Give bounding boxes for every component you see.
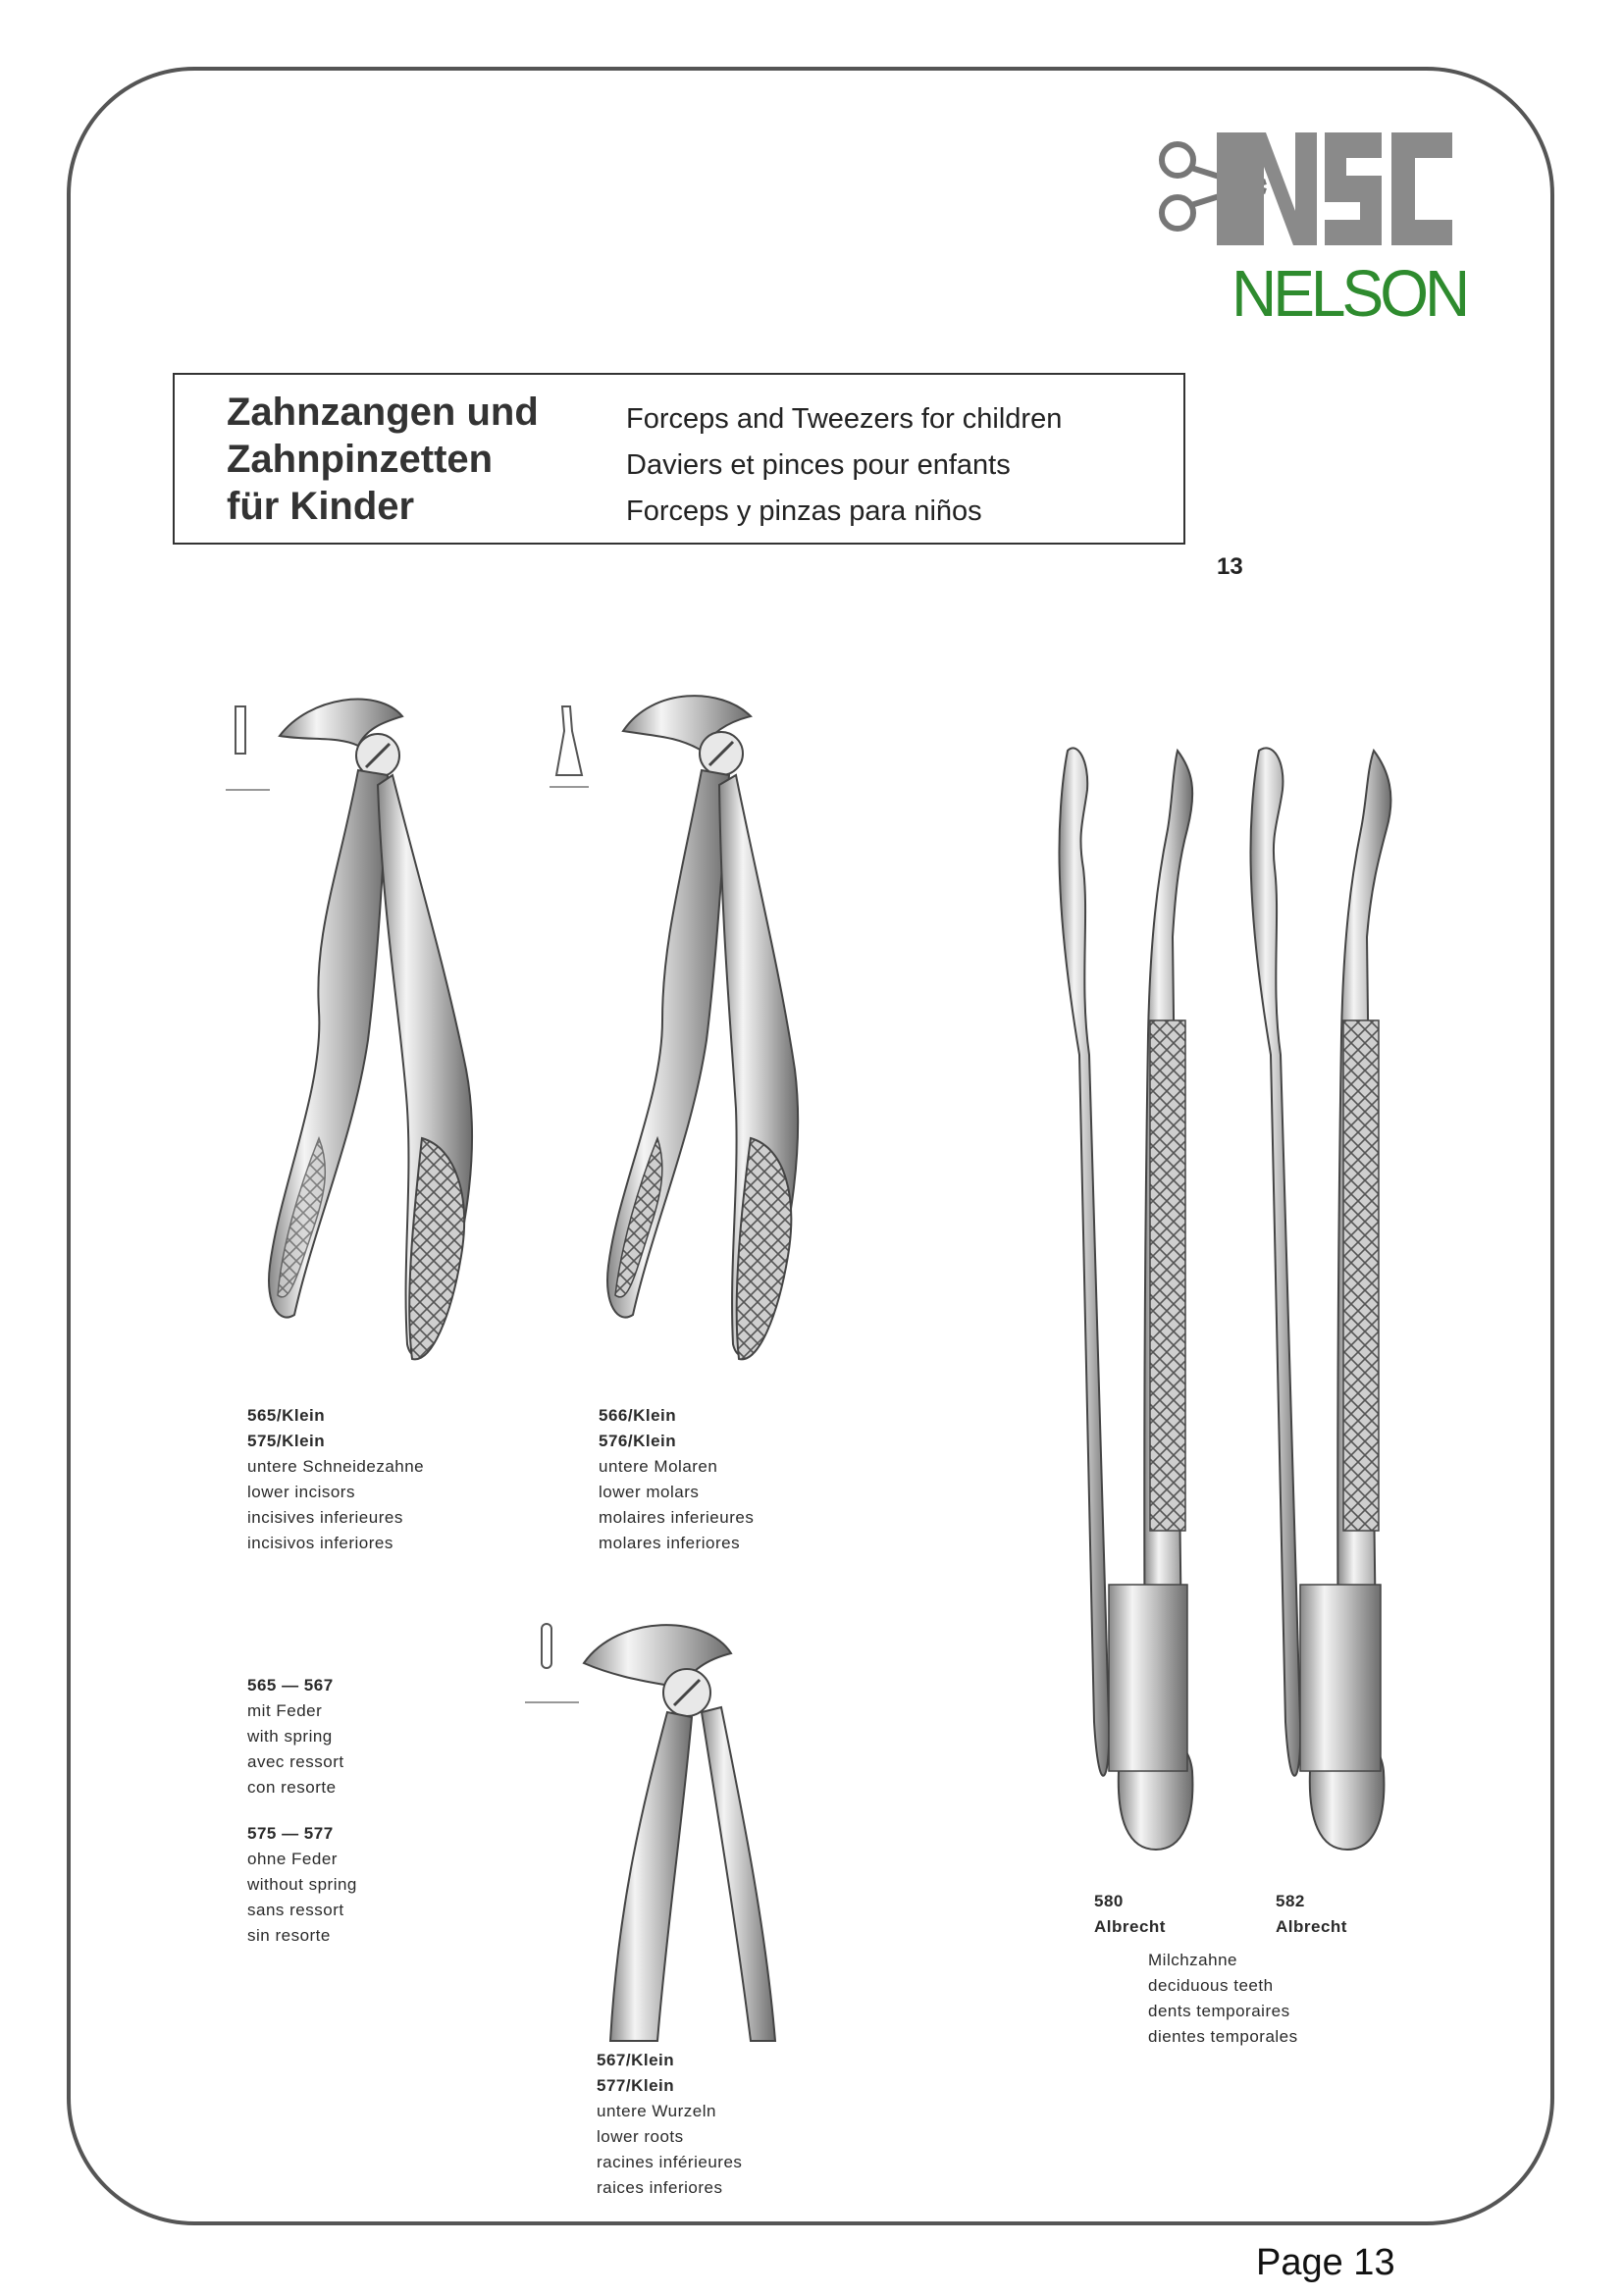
nsc-letters: [1217, 132, 1452, 245]
title-english: Forceps and Tweezers for children: [626, 403, 1063, 435]
caption-line: molaires inferieures: [599, 1508, 755, 1527]
item-code: 576/Klein: [599, 1432, 677, 1450]
item-name: Albrecht: [1276, 1917, 1347, 1936]
caption-line: without spring: [247, 1875, 357, 1894]
title-french: Daviers et pinces pour enfants: [626, 449, 1011, 481]
item-code: 575 — 577: [247, 1824, 334, 1843]
title-german: [227, 389, 590, 530]
tweezer-580-image: [1050, 741, 1227, 1859]
caption-line: lower incisors: [247, 1483, 355, 1501]
item-name: Albrecht: [1094, 1917, 1166, 1936]
item-code: 567/Klein: [597, 2051, 675, 2069]
item-code: 580: [1094, 1892, 1124, 1910]
caption-lower-roots: [597, 2048, 742, 2201]
forceps-lower-molars-image: [545, 677, 829, 1383]
caption-tweezer-582: [1276, 1889, 1347, 1940]
tweezer-582-image: [1241, 741, 1418, 1859]
caption-line: lower molars: [599, 1483, 700, 1501]
title-spanish: Forceps y pinzas para niños: [626, 496, 982, 527]
forceps-lower-incisors-image: [221, 677, 505, 1383]
caption-lower-molars: [599, 1403, 754, 1556]
caption-line: molares inferiores: [599, 1534, 741, 1552]
caption-line: dents temporaires: [1148, 2002, 1290, 2020]
item-code: 565/Klein: [247, 1406, 326, 1425]
caption-line: con resorte: [247, 1778, 337, 1797]
caption-lower-incisors: [247, 1403, 424, 1556]
caption-line: incisives inferieures: [247, 1508, 403, 1527]
caption-line: mit Feder: [247, 1701, 323, 1720]
caption-tweezer-580: [1094, 1889, 1166, 1940]
caption-line: avec ressort: [247, 1752, 344, 1771]
caption-line: raices inferiores: [597, 2178, 723, 2197]
caption-line: Milchzahne: [1148, 1951, 1237, 1969]
caption-line: lower roots: [597, 2127, 684, 2146]
caption-line: untere Schneidezahne: [247, 1457, 425, 1476]
forceps-lower-roots-image: [520, 1609, 795, 2041]
caption-line: deciduous teeth: [1148, 1976, 1274, 1995]
caption-line: racines inférieures: [597, 2153, 743, 2171]
caption-line: sans ressort: [247, 1901, 344, 1919]
caption-line: sin resorte: [247, 1926, 331, 1945]
footer-page-number: Page 13: [1256, 2242, 1395, 2283]
item-code: 582: [1276, 1892, 1305, 1910]
item-code: 575/Klein: [247, 1432, 326, 1450]
brand-name: NELSON: [1231, 256, 1467, 331]
title-de-line-3: für Kinder: [227, 485, 415, 528]
caption-deciduous-teeth: [1148, 1948, 1298, 2050]
catalog-page-number: 13: [1217, 553, 1243, 580]
caption-line: with spring: [247, 1727, 333, 1746]
caption-line: dientes temporales: [1148, 2027, 1298, 2046]
caption-line: untere Molaren: [599, 1457, 718, 1476]
item-code: 565 — 567: [247, 1676, 334, 1695]
title-translations: [626, 396, 1176, 535]
title-de-line-1: Zahnzangen und: [227, 391, 539, 434]
caption-line: incisivos inferiores: [247, 1534, 393, 1552]
item-code: 566/Klein: [599, 1406, 677, 1425]
caption-line: ohne Feder: [247, 1850, 338, 1868]
item-code: 577/Klein: [597, 2076, 675, 2095]
caption-without-spring: [247, 1821, 357, 1949]
title-de-line-2: Zahnpinzetten: [227, 438, 494, 481]
caption-with-spring: [247, 1673, 344, 1800]
caption-line: untere Wurzeln: [597, 2102, 716, 2120]
